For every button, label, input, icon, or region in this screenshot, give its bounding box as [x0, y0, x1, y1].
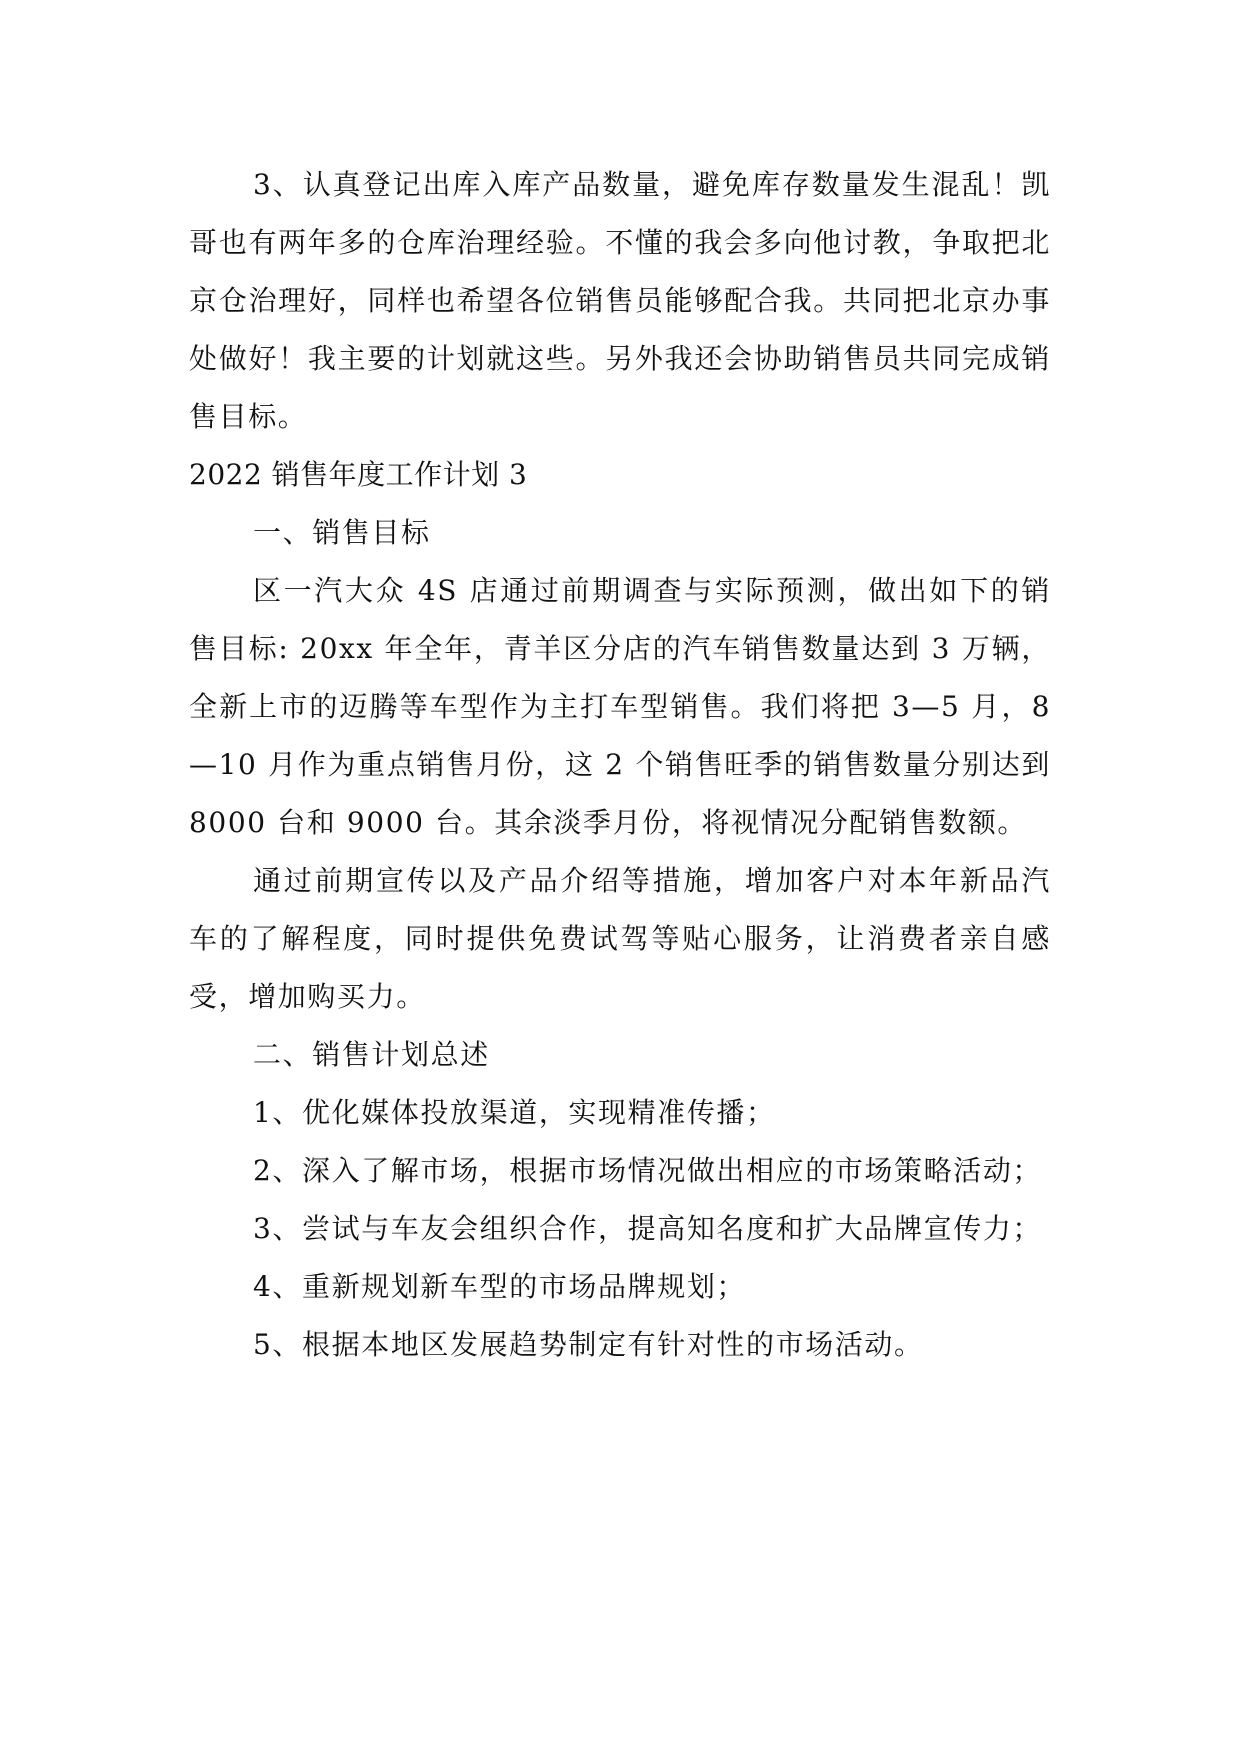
list-item-5: 5、根据本地区发展趋势制定有针对性的市场活动。	[253, 1328, 924, 1361]
list-item-4: 4、重新规划新车型的市场品牌规划；	[253, 1270, 747, 1303]
heading-sales-target: 一、销售目标	[253, 516, 431, 549]
list-item-3: 3、尝试与车友会组织合作，提高知名度和扩大品牌宣传力；	[253, 1212, 1043, 1245]
heading-sales-plan-summary: 二、销售计划总述	[253, 1038, 490, 1071]
list-item-1: 1、优化媒体投放渠道，实现精准传播；	[253, 1096, 776, 1129]
section-title-sales-plan-3: 2022 销售年度工作计划 3	[189, 458, 528, 491]
paragraph-inventory-plan: 3、认真登记出库入库产品数量，避免库存数量发生混乱！凯哥也有两年多的仓库治理经验。不懂的我会多向他讨教，争取把北京仓治理好，同样也希望各位销售员能够配合我。共同把北京办事处做好！我主要的计划就这些。另外我还会协助销售员共同完成销售目标。	[189, 168, 1051, 433]
paragraph-sales-target: 区一汽大众 4S 店通过前期调查与实际预测，做出如下的销售目标: 20xx 年全年，青羊区分店的汽车销售数量达到 3 万辆，全新上市的迈腾等车型作为主打车型销售。我们将把 3—5 月，8—10 月作为重点销售月份，这 2 个销售旺季的销售数量分别达到 8000 台和 9000 台。其余淡季月份，将视情况分配销售数额。	[189, 574, 1051, 839]
list-item-2: 2、深入了解市场，根据市场情况做出相应的市场策略活动；	[253, 1154, 1043, 1187]
paragraph-promotion: 通过前期宣传以及产品介绍等措施，增加客户对本年新品汽车的了解程度，同时提供免费试驾等贴心服务，让消费者亲自感受，增加购买力。	[189, 864, 1051, 1013]
document-body	[189, 156, 1051, 1374]
